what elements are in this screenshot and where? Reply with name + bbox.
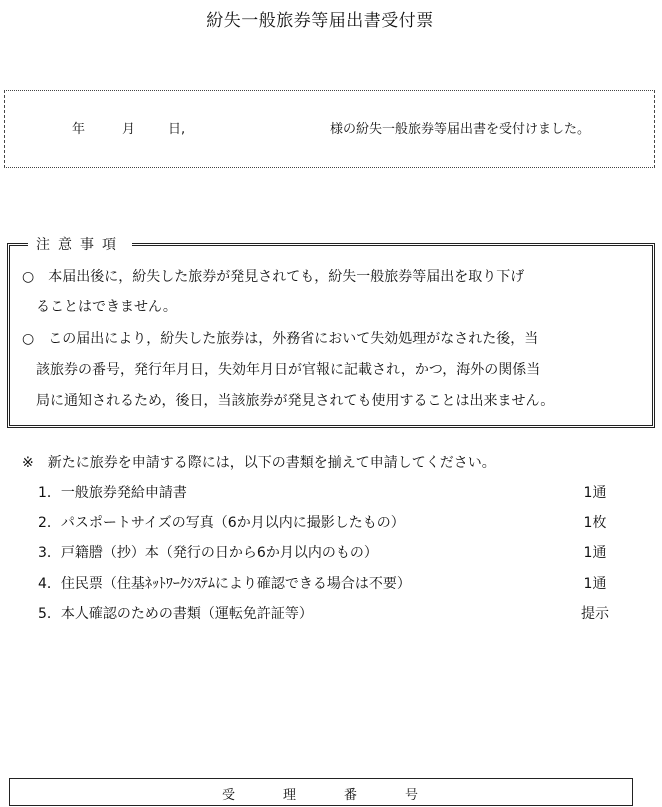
document-quantity: 1通 [583, 576, 607, 592]
document-item: 2．パスポートサイズの写真（6か月以内に撮影したもの） [38, 515, 405, 531]
page-title: 紛失一般旅券等届出書受付票 [206, 11, 434, 31]
document-quantity: 1通 [583, 485, 607, 501]
application-intro: ※ 新たに旅券を申請する際には，以下の書類を揃えて申請してください。 [22, 455, 496, 471]
document-quantity: 提示 [581, 606, 609, 622]
receipt-statement: 様の紛失一般旅券等届出書を受付けました。 [330, 122, 591, 137]
document-item: 3．戸籍謄（抄）本（発行の日から6か月以内のもの） [38, 545, 378, 561]
receipt-number-label: 受理番号 [221, 788, 466, 803]
notes-line: ることはできません。 [22, 299, 177, 315]
document-quantity: 1通 [583, 545, 607, 561]
month-label: 月 [122, 122, 136, 137]
document-item: 5．本人確認のための書類（運転免許証等） [38, 606, 313, 622]
notes-heading: 注意事項 [28, 234, 132, 254]
notes-line: 局に通知されるため，後日，当該旅券が発見されても使用することは出来ません。 [22, 393, 555, 409]
document-item: 4．住民票（住基ﾈｯﾄﾜｰｸｼｽﾃﾑにより確認できる場合は不要） [38, 576, 411, 592]
document-quantity: 1枚 [583, 515, 607, 531]
notes-line: ○ この届出により，紛失した旅券は，外務省において失効処理がなされた後，当 [22, 331, 539, 347]
document-item: 1．一般旅券発給申請書 [38, 485, 187, 501]
notes-line: ○ 本届出後に，紛失した旅券が発見されても，紛失一般旅券等届出を取り下げ [22, 269, 525, 285]
day-label: 日, [168, 122, 186, 137]
year-label: 年 [72, 122, 86, 137]
notes-line: 該旅券の番号，発行年月日，失効年月日が官報に記載され，かつ，海外の関係当 [22, 362, 541, 378]
